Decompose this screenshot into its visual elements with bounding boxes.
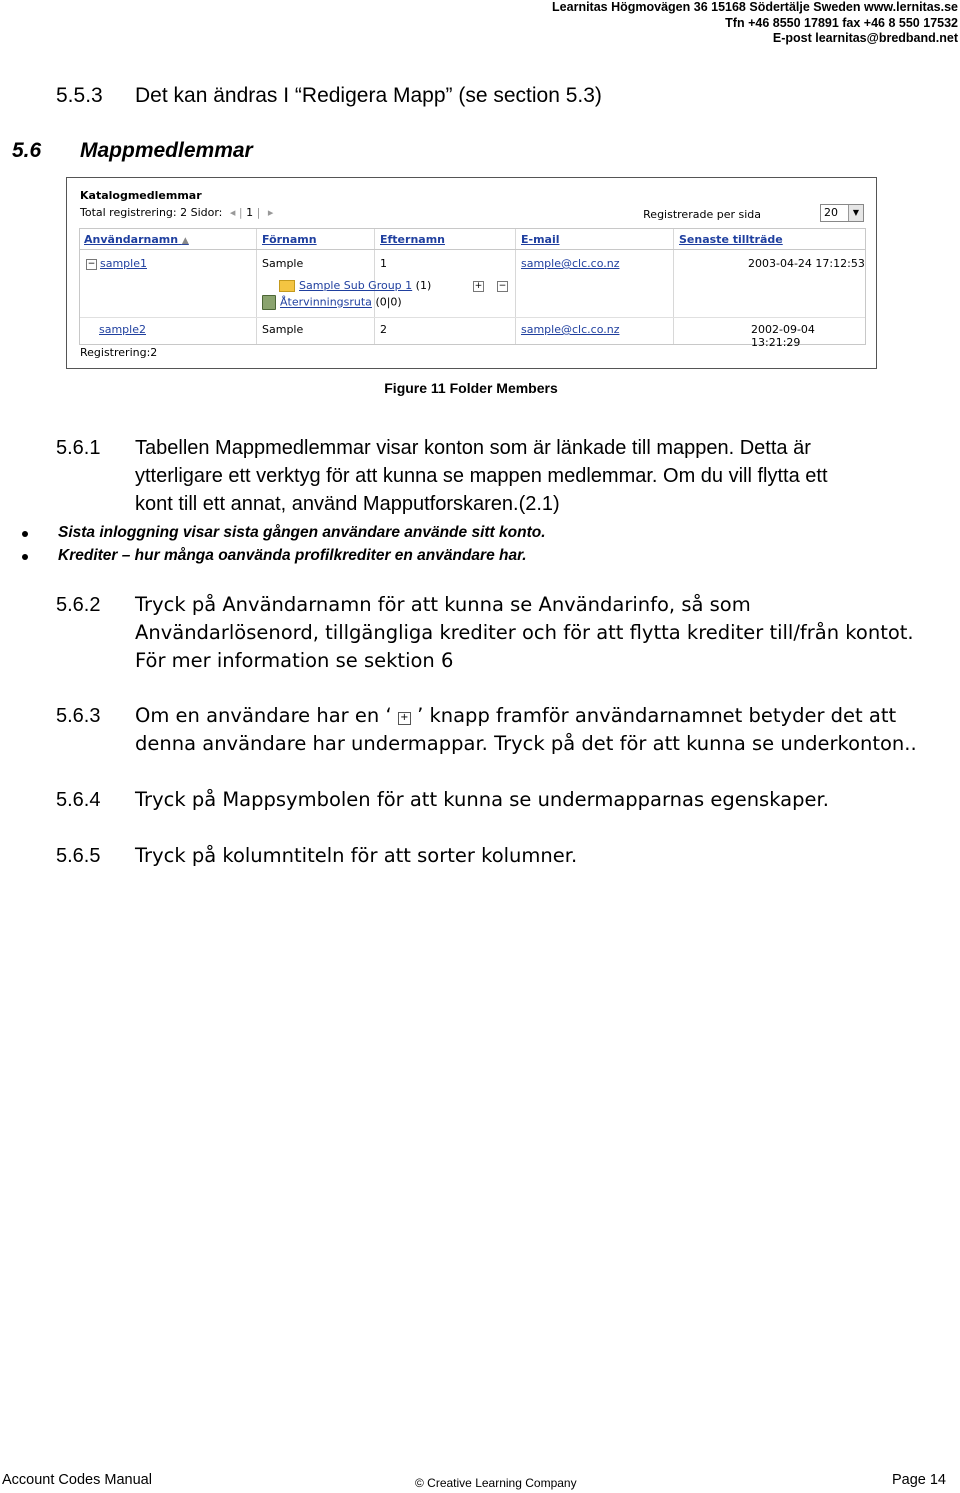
paragraph-line: Användarlösenord, tillgängliga krediter och för att flytta krediter till/från kontot.: [135, 621, 914, 644]
column-header-firstname[interactable]: Förnamn: [262, 233, 317, 246]
header-divider: [80, 249, 865, 250]
section-number: 5.6.4: [56, 789, 101, 811]
panel-title: Katalogmedlemmar: [80, 189, 202, 202]
firstname-cell: Sample: [262, 257, 304, 270]
username-link[interactable]: sample1: [100, 257, 147, 270]
section-5-6-4: [56, 786, 960, 816]
paragraph-line: Tryck på Användarnamn för att kunna se Användarinfo, så som: [135, 593, 751, 616]
firstname-cell: Sample: [262, 323, 304, 336]
bullet-text: Sista inloggning visar sista gången användare använde sitt konto.: [58, 524, 546, 541]
page-header: [552, 0, 958, 47]
bullet-dot: [22, 554, 28, 560]
table-row-username: [86, 257, 147, 270]
section-5-6-5: [56, 842, 960, 872]
section-title: Mappmedlemmar: [80, 139, 253, 162]
per-page-select[interactable]: [820, 204, 864, 222]
members-table: [79, 228, 866, 349]
current-page: 1: [246, 206, 254, 219]
recycle-item: [262, 295, 402, 310]
recycle-link[interactable]: Återvinningsruta: [280, 295, 372, 309]
footer-copyright: © Creative Learning Company: [415, 1476, 577, 1490]
header-address: Learnitas Högmovägen 36 15168 Södertälje Sweden www.lernitas.se: [552, 0, 958, 14]
section-number: 5.6.5: [56, 845, 101, 867]
footer-page-number: Page 14: [891, 1472, 946, 1488]
section-5-6-1: [56, 434, 960, 524]
paragraph-line: denna användare har undermappar. Tryck på det för att kunna se underkonton..: [135, 732, 917, 755]
section-5-6-heading: [12, 139, 253, 163]
sort-arrow-icon: ▲: [181, 236, 189, 246]
chevron-down-icon: ▼: [848, 205, 863, 221]
header-phone: Tfn +46 8550 17891 fax +46 8 550 17532: [725, 15, 958, 30]
per-page-value: 20: [824, 206, 838, 219]
email-link[interactable]: sample@clc.co.nz: [521, 257, 620, 270]
column-header-label: Användarnamn: [84, 233, 179, 246]
lastname-cell: 1: [380, 257, 387, 270]
paragraph-line: Tabellen Mappmedlemmar visar konton som är länkade till mappen. Detta är: [135, 437, 811, 459]
section-text: Det kan ändras I “Redigera Mapp” (se section 5.3): [135, 84, 602, 107]
per-page-label: Registrerade per sida: [643, 208, 761, 221]
section-number: 5.6.3: [56, 705, 101, 727]
section-number: 5.5.3: [56, 84, 103, 107]
column-header-username[interactable]: [84, 233, 189, 246]
section-number: 5.6.1: [56, 437, 101, 459]
subgroup-item: [279, 279, 431, 292]
email-link[interactable]: sample@clc.co.nz: [521, 323, 620, 336]
section-5-5-3: [56, 84, 602, 108]
bullet-item: [22, 547, 722, 569]
text-before-icon: Om en användare har en ‘: [135, 704, 392, 727]
column-divider: [673, 229, 674, 344]
next-page-icon[interactable]: ▸: [267, 206, 274, 219]
section-number: 5.6: [12, 139, 42, 162]
last-access-cell: 2002-09-04 13:21:29: [751, 323, 815, 349]
username-link[interactable]: sample2: [99, 323, 146, 336]
subgroup-link[interactable]: Sample Sub Group 1: [299, 279, 413, 292]
column-divider: [515, 229, 516, 344]
column-header-lastname[interactable]: Efternamn: [380, 233, 445, 246]
collapse-icon[interactable]: −: [87, 258, 96, 269]
section-5-6-2: [56, 591, 960, 681]
figure-caption: Figure 11 Folder Members: [384, 380, 558, 396]
paragraph-line: ytterligare ett verktyg för att kunna se mappen medlemmar. Om du vill flytta ett: [135, 465, 828, 487]
folder-icon[interactable]: [279, 280, 295, 292]
footer-title: Account Codes Manual: [2, 1472, 152, 1488]
bullet-text: Krediter – hur många oanvända profilkrediter en användare har.: [58, 547, 527, 564]
recycle-bin-icon[interactable]: [262, 295, 276, 310]
header-email: E-post learnitas@bredband.net: [772, 31, 958, 45]
paragraph-line: Tryck på Mappsymbolen för att kunna se undermapparnas egenskaper.: [135, 788, 829, 811]
section-5-6-3: [56, 702, 960, 762]
paragraph-line: För mer information se sektion 6: [135, 649, 454, 672]
section-number: 5.6.2: [56, 594, 101, 616]
bullet-item: [22, 524, 722, 546]
paragraph-line: [135, 702, 960, 730]
pager: Total registrering: 2 Sidor: ◂ | 1 | ▸: [80, 206, 274, 219]
text-after-icon: ’ knapp framför användarnamnet betyder det att: [417, 704, 897, 727]
paragraph-line: Tryck på kolumntiteln för att sorter kolumner.: [135, 844, 578, 867]
collapse-icon[interactable]: −: [498, 280, 507, 291]
column-header-last-access[interactable]: Senaste tillträde: [679, 233, 783, 246]
folder-members-panel: [66, 177, 877, 369]
lastname-cell: 2: [380, 323, 387, 336]
bullet-dot: [22, 531, 28, 537]
subgroup-count: (1): [415, 279, 432, 292]
last-access-cell: 2003-04-24 17:12:53: [748, 257, 865, 270]
recycle-count: (0|0): [375, 295, 402, 309]
expand-icon[interactable]: +: [474, 280, 483, 291]
row-divider: [80, 317, 865, 318]
total-registrations: Total registrering: 2 Sidor:: [80, 206, 223, 219]
paragraph-line: kont till ett annat, använd Mapputforskaren.(2.1): [135, 493, 560, 515]
prev-page-icon[interactable]: ◂: [229, 206, 236, 219]
registration-count: Registrering:2: [80, 346, 158, 359]
column-header-email[interactable]: E-mail: [521, 233, 560, 246]
column-divider: [256, 229, 257, 344]
expand-plus-icon: +: [398, 712, 411, 725]
